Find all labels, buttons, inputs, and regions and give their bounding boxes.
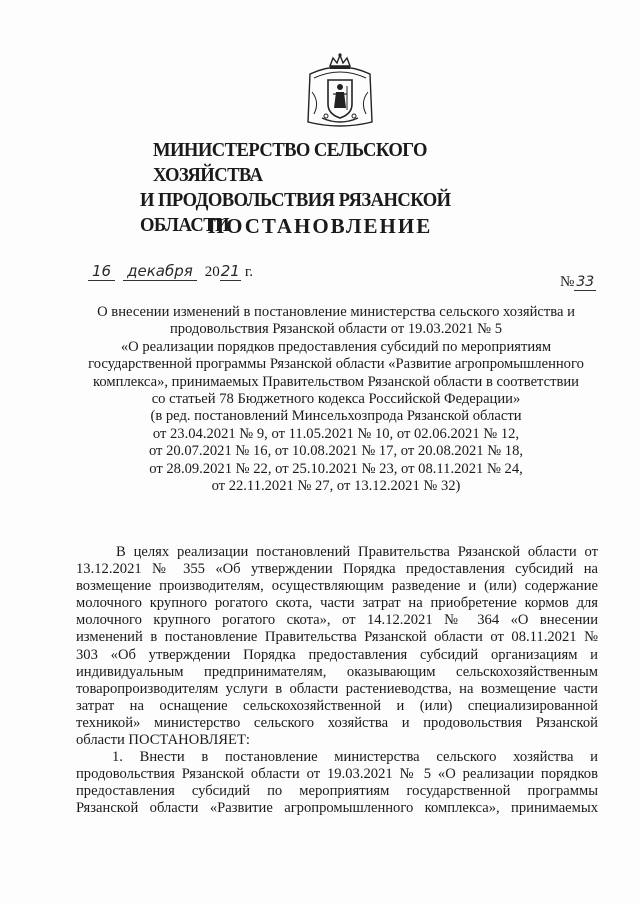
title-line: продовольствия Рязанской области от 19.03.2021 № 5 — [169, 321, 503, 338]
body-line: молочного крупного рогатого скота, части затрат на приобретение кормов для — [76, 595, 598, 612]
body-line: продовольствия Рязанской области от 19.03.2021 № 5 «О реализации порядков — [76, 766, 598, 783]
title-line: от 20.07.2021 № 16, от 10.08.2021 № 17, от 20.08.2021 № 18, — [148, 443, 524, 460]
document-date — [88, 262, 253, 281]
title-line: со статьей 78 Бюджетного кодекса Российской Федерации» — [151, 391, 521, 408]
body-line: изменений в постановление Правительства Рязанской области от 08.11.2021 № — [76, 629, 598, 646]
date-year-prefix: 20 — [204, 264, 220, 280]
body-line: возмещение производителям, осуществляющим разведение и (или) содержание — [76, 578, 598, 595]
title-line: от 23.04.2021 № 9, от 11.05.2021 № 10, от 02.06.2021 № 12, — [152, 425, 520, 442]
document-type-heading: ПОСТАНОВЛЕНИЕ — [207, 214, 433, 238]
date-year-suffix: 21 — [220, 262, 240, 280]
title-line: (в ред. постановлений Минсельхозпрода Рязанской области — [150, 408, 522, 425]
body-line: 1. Внести в постановление министерства сельского хозяйства и — [112, 749, 598, 766]
document-number — [560, 274, 596, 291]
date-month: декабря — [123, 262, 197, 281]
document-title — [76, 304, 596, 495]
body-line: товаропроизводителям услуги в области растениеводства, на возмещение части — [76, 680, 598, 697]
title-line: «О реализации порядков предоставления субсидий по мероприятиям — [120, 338, 552, 355]
title-line: О внесении изменений в постановление министерства сельского хозяйства и — [97, 304, 575, 320]
body-line: затрат на оснащение сельскохозяйственной и (или) специализированной — [76, 697, 598, 714]
body-line: области ПОСТАНОВЛЯЕТ: — [76, 732, 250, 749]
coat-of-arms-emblem — [300, 52, 380, 130]
ministry-line2: И ПРОДОВОЛЬСТВИЯ РЯЗАНСКОЙ ОБЛАСТИ — [140, 189, 451, 236]
document-body — [76, 544, 598, 818]
body-line: Рязанской области «Развитие агропромышленного комплекса», принимаемых — [76, 800, 598, 817]
number-value: 33 — [576, 274, 595, 290]
title-line: государственной программы Рязанской области «Развитие агропромышленного — [88, 356, 584, 373]
number-sign: № — [560, 274, 575, 290]
body-line: техникой» министерство сельского хозяйства и продовольствия Рязанской — [76, 714, 598, 731]
title-line: от 28.09.2021 № 22, от 25.10.2021 № 23, от 08.11.2021 № 24, — [149, 460, 523, 477]
body-line: индивидуальным предпринимателям, оказывающим сельскохозяйственным — [76, 663, 598, 680]
title-line: от 22.11.2021 № 27, от 13.12.2021 № 32) — [211, 478, 461, 495]
date-g: г. — [244, 264, 254, 280]
body-line: 13.12.2021 № 355 «Об утверждении Порядка предоставления субсидий на — [76, 561, 598, 578]
body-line: 303 «Об утверждении Порядка предоставления субсидий организациям и — [76, 646, 598, 663]
body-line: молочного крупного рогатого скота», от 14.12.2021 № 364 «О внесении — [76, 612, 598, 629]
title-line: комплекса», принимаемых Правительством Рязанской области в соответствии — [93, 373, 579, 390]
body-line: В целях реализации постановлений Правительства Рязанской области от — [116, 544, 598, 560]
body-line: предоставления субсидий по мероприятиям государственной программы — [76, 783, 598, 800]
date-day: 16 — [88, 262, 115, 281]
ministry-line1: МИНИСТЕРСТВО СЕЛЬСКОГО ХОЗЯЙСТВА — [153, 139, 427, 186]
